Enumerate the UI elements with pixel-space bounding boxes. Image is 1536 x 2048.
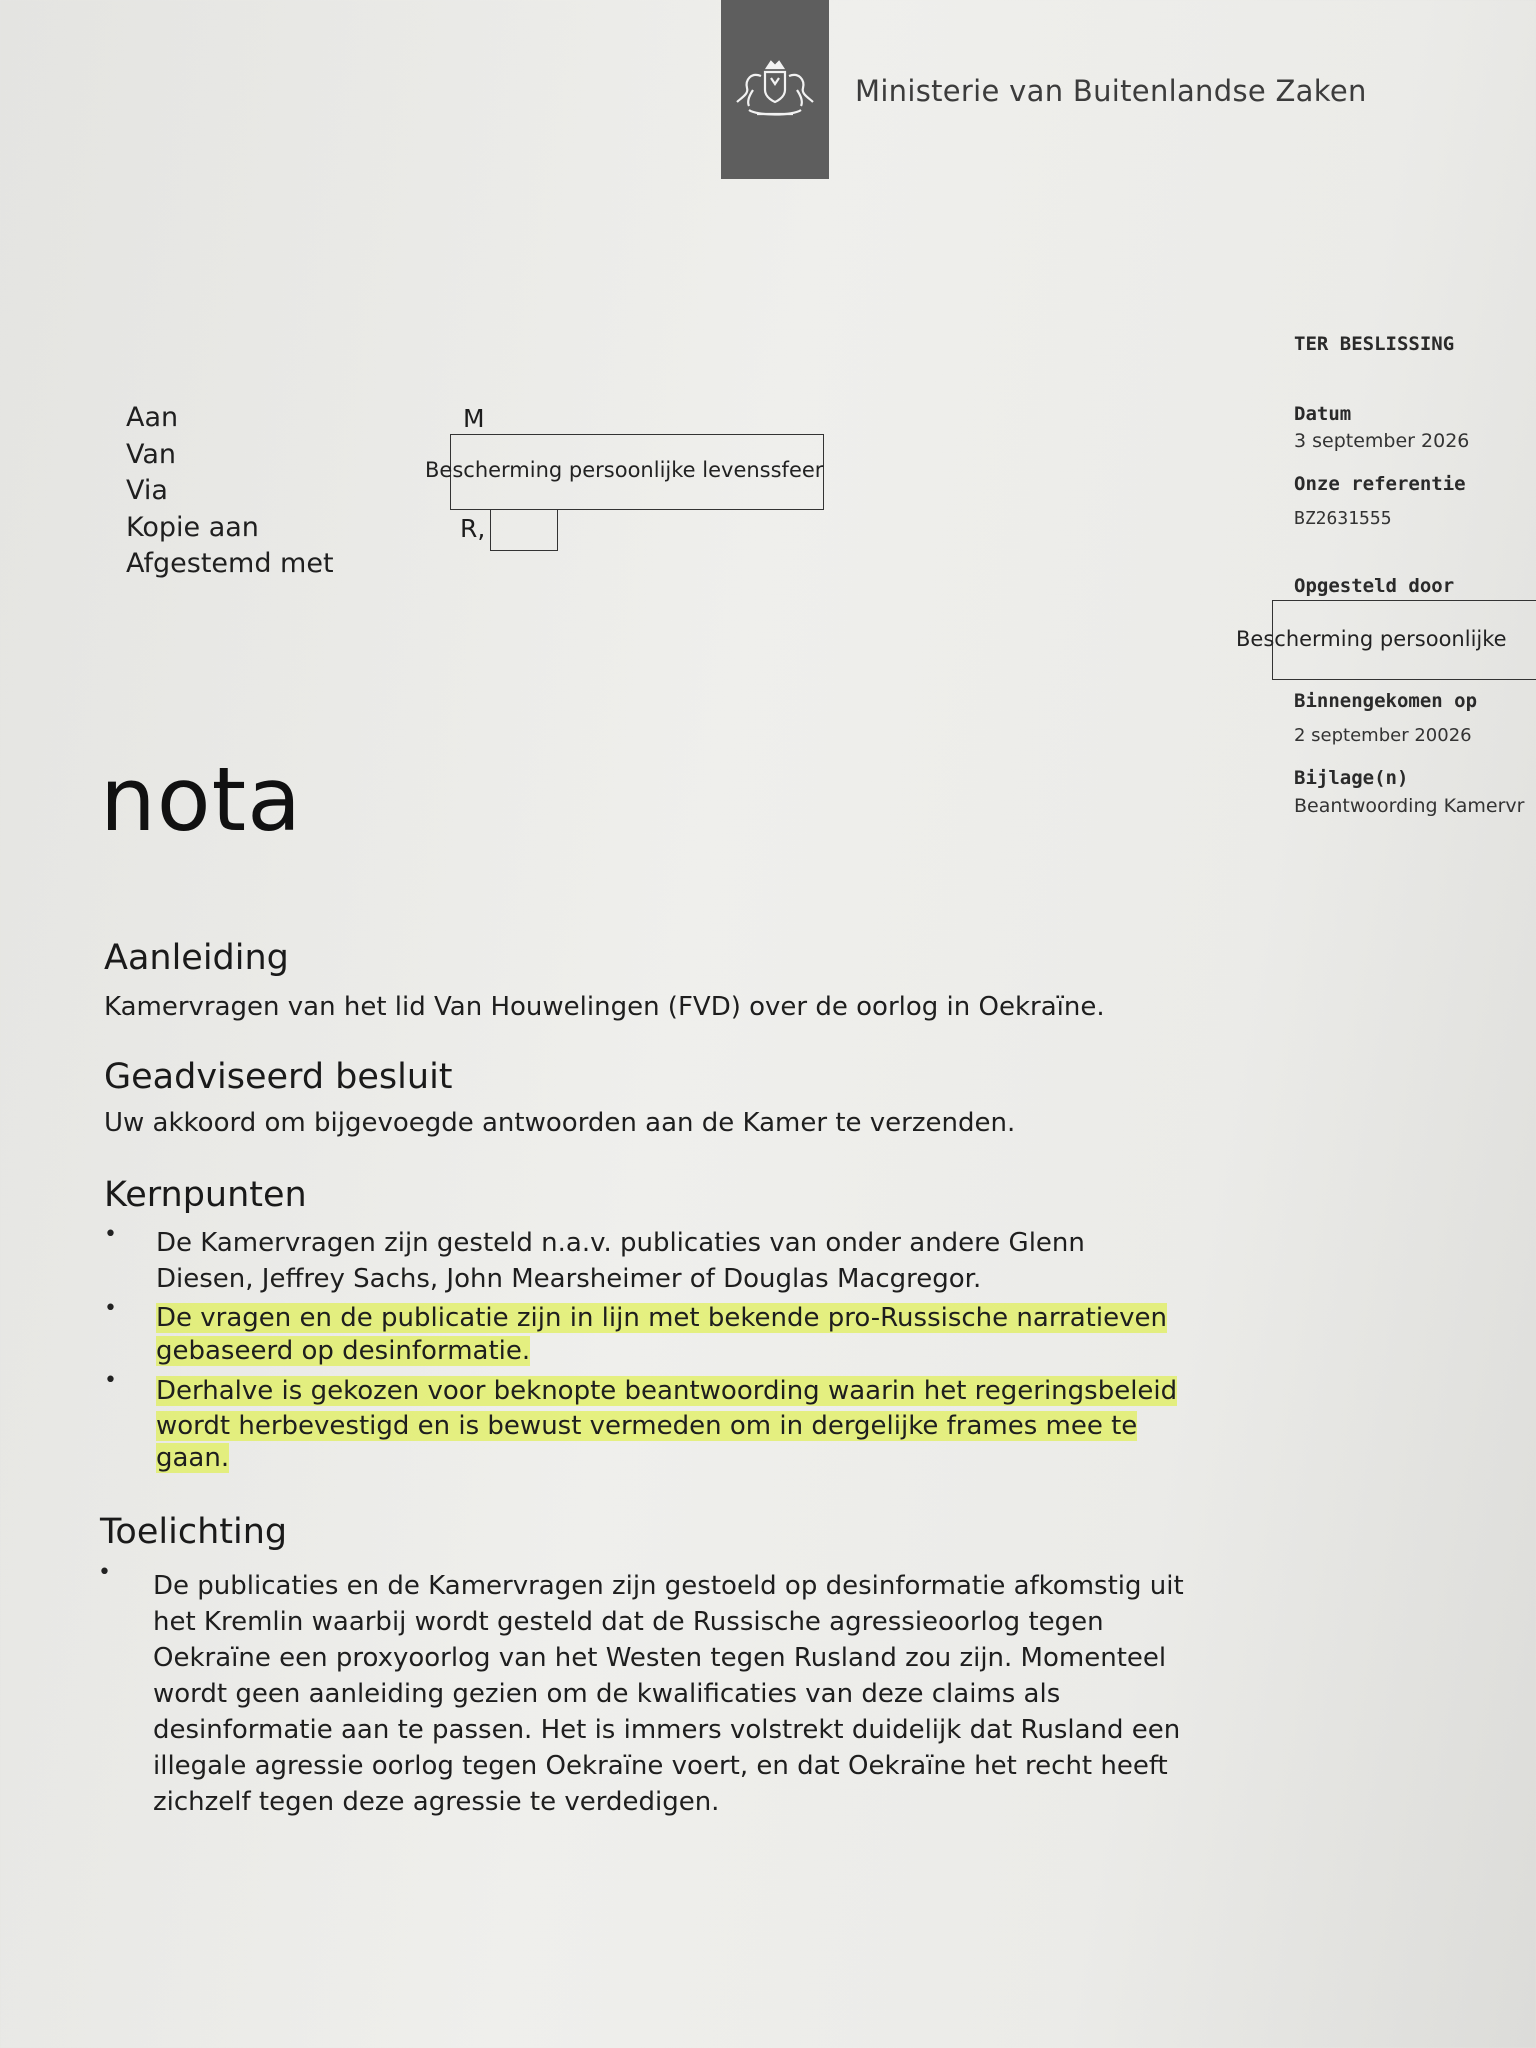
bullet-icon: • (98, 1560, 111, 1585)
document-title: nota (100, 748, 303, 851)
highlight-mark: gaan. (156, 1443, 230, 1473)
aan-label: Aan (126, 402, 179, 433)
kopie-value: R, (460, 514, 486, 543)
kernpunt-1-line-2: Diesen, Jeffrey Sachs, John Mearsheimer of Douglas Macgregor. (156, 1264, 982, 1294)
toelichting-heading: Toelichting (100, 1512, 288, 1552)
redaction-box-kopie (490, 509, 558, 551)
binnengekomen-label: Binnengekomen op (1294, 690, 1478, 712)
kernpunt-2-line-1 (156, 1300, 1167, 1336)
toelichting-line-6: illegale agressie oorlog tegen Oekraïne voert, en dat Oekraïne het recht heeft (153, 1751, 1168, 1781)
bullet-icon: • (104, 1296, 117, 1321)
status-label: TER BESLISSING (1294, 333, 1455, 355)
bullet-icon: • (104, 1222, 117, 1247)
datum-label: Datum (1294, 403, 1352, 425)
toelichting-line-3: Oekraïne een proxyoorlog van het Westen tegen Rusland zou zijn. Momenteel (153, 1643, 1167, 1673)
referentie-label: Onze referentie (1294, 473, 1466, 495)
ministry-logo (721, 0, 829, 179)
aanleiding-text: Kamervragen van het lid Van Houwelingen (FVD) over de oorlog in Oekraïne. (104, 992, 1105, 1022)
highlight-mark: Derhalve is gekozen voor beknopte beantwoording waarin het regeringsbeleid (156, 1376, 1178, 1406)
opgesteld-label: Opgesteld door (1294, 575, 1455, 597)
kopie-label: Kopie aan (126, 512, 259, 543)
kernpunt-3-line-3 (156, 1440, 229, 1476)
aanleiding-heading: Aanleiding (104, 938, 289, 978)
opgesteld-value: Bescherming persoonlijke (1236, 627, 1507, 651)
toelichting-line-1: De publicaties en de Kamervragen zijn gestoeld op desinformatie afkomstig uit (153, 1571, 1184, 1601)
toelichting-line-4: wordt geen aanleiding gezien om de kwalificaties van deze claims als (153, 1679, 1061, 1709)
bullet-icon: • (104, 1368, 117, 1393)
referentie-value: BZ2631555 (1294, 508, 1392, 529)
kernpunt-2-line-2 (156, 1333, 530, 1369)
highlight-mark: gebaseerd op desinformatie. (156, 1336, 531, 1366)
bijlage-value: Beantwoording Kamervr (1294, 795, 1525, 817)
afgestemd-label: Afgestemd met (126, 548, 334, 579)
redacted-value: Bescherming persoonlijke levenssfeer (425, 458, 824, 482)
coat-of-arms-icon (731, 60, 819, 124)
highlight-mark: wordt herbevestigd en is bewust vermeden om in dergelijke frames mee te (156, 1411, 1138, 1441)
toelichting-line-5: desinformatie aan te passen. Het is immers volstrekt duidelijk dat Rusland een (153, 1715, 1181, 1745)
aan-value: M (463, 404, 485, 433)
datum-value: 3 september 2026 (1294, 430, 1470, 452)
besluit-text: Uw akkoord om bijgevoegde antwoorden aan de Kamer te verzenden. (104, 1108, 1016, 1138)
kernpunt-3-line-1 (156, 1373, 1177, 1409)
toelichting-line-2: het Kremlin waarbij wordt gesteld dat de Russische agressieoorlog tegen (153, 1607, 1104, 1637)
van-label: Van (126, 439, 177, 470)
kernpunten-heading: Kernpunten (104, 1175, 307, 1215)
bijlage-label: Bijlage(n) (1294, 767, 1409, 789)
kernpunt-1-line-1: De Kamervragen zijn gesteld n.a.v. publicaties van onder andere Glenn (156, 1228, 1085, 1258)
highlight-mark: De vragen en de publicatie zijn in lijn met bekende pro-Russische narratieven (156, 1303, 1167, 1333)
via-label: Via (126, 475, 168, 506)
kernpunt-3-line-2 (156, 1408, 1137, 1444)
toelichting-line-7: zichzelf tegen deze agressie te verdedigen. (153, 1787, 720, 1817)
ministry-name: Ministerie van Buitenlandse Zaken (855, 74, 1367, 108)
binnengekomen-value: 2 september 20026 (1294, 725, 1472, 746)
besluit-heading: Geadviseerd besluit (104, 1057, 453, 1097)
